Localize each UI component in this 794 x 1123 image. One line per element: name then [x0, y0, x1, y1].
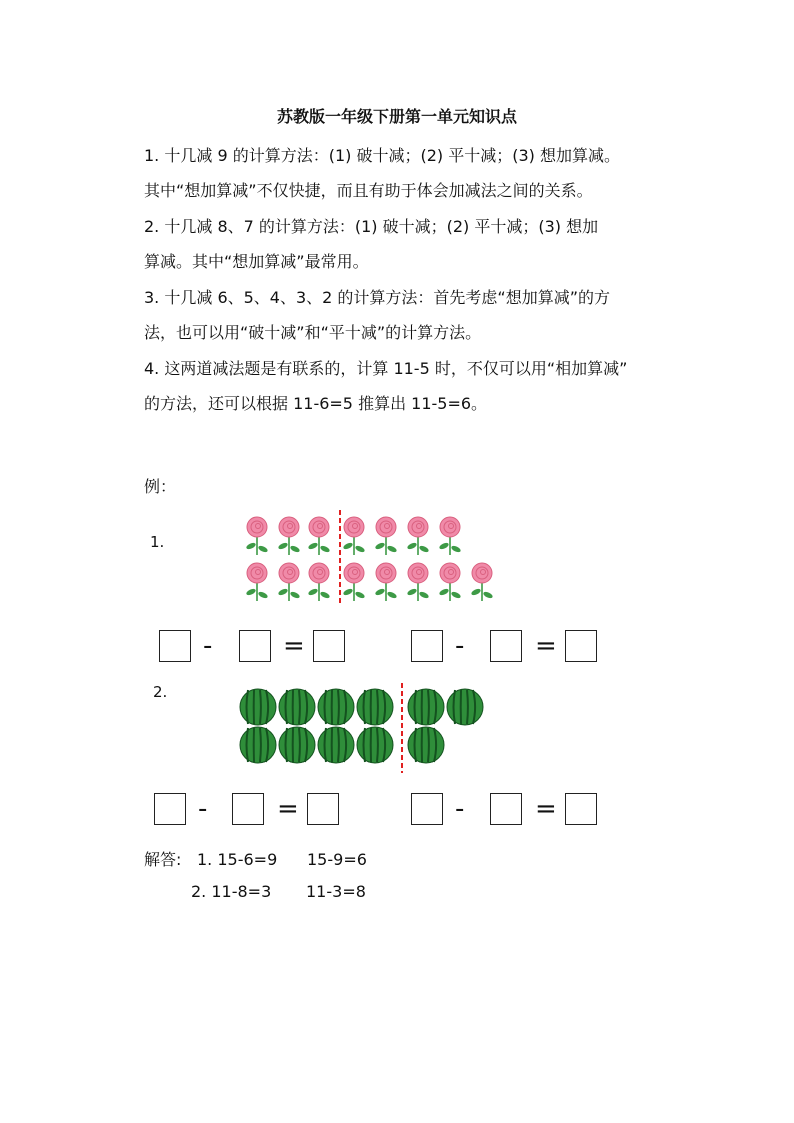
rose-icon — [406, 517, 429, 555]
page-title: 苏教版一年级下册第一单元知识点 — [276, 107, 517, 126]
answer-box[interactable] — [490, 793, 522, 825]
rose-icon — [342, 517, 365, 555]
rose-icon — [470, 563, 493, 601]
rose-icon — [245, 563, 268, 601]
answer-box[interactable] — [154, 793, 186, 825]
answer-box[interactable] — [490, 630, 522, 662]
answer-box[interactable] — [565, 630, 597, 662]
point-1-line-2: 其中“想加算减”不仅快捷，而且有助于体会加减法之间的关系。 — [144, 181, 593, 200]
equation-row-2 — [0, 793, 794, 833]
point-3-line-1: 3. 十几减 6、5、4、3、2 的计算方法：首先考虑“想加算减”的方 — [144, 288, 611, 307]
equals-sign: = — [277, 794, 299, 824]
question-2-number: 2. — [153, 683, 168, 701]
answer-box[interactable] — [159, 630, 191, 662]
minus-sign: - — [203, 631, 213, 661]
equals-sign: = — [535, 631, 557, 661]
equals-sign: = — [535, 794, 557, 824]
watermelon-icon — [408, 689, 444, 725]
rose-icon — [406, 563, 429, 601]
example-label: 例： — [144, 477, 177, 496]
watermelon-icon — [357, 727, 393, 763]
rose-icon — [307, 563, 330, 601]
rose-icon — [307, 517, 330, 555]
equation-row-1 — [0, 630, 794, 670]
watermelon-icon — [240, 727, 276, 763]
equals-sign: = — [283, 631, 305, 661]
watermelon-icon — [279, 689, 315, 725]
rose-icon — [277, 517, 300, 555]
watermelon-icon — [279, 727, 315, 763]
watermelon-icon — [318, 689, 354, 725]
rose-icon — [342, 563, 365, 601]
point-2-line-1: 2. 十几减 8、7 的计算方法：(1) 破十减；(2) 平十减；(3) 想加 — [144, 217, 599, 236]
rose-icon — [277, 563, 300, 601]
point-4-line-1: 4. 这两道减法题是有联系的，计算 11-5 时，不仅可以用“相加算减” — [144, 359, 628, 378]
answer-2b: 11-3=8 — [306, 882, 366, 901]
answer-box[interactable] — [411, 793, 443, 825]
rose-icon — [245, 517, 268, 555]
point-2-line-2: 算减。其中“想加算减”最常用。 — [144, 252, 369, 271]
answer-box[interactable] — [565, 793, 597, 825]
answer-1b: 15-9=6 — [307, 850, 367, 869]
point-4-line-2: 的方法，还可以根据 11-6=5 推算出 11-5=6。 — [144, 394, 488, 413]
answer-1a: 1. 15-6=9 — [197, 850, 278, 869]
rose-icon — [374, 517, 397, 555]
answer-box[interactable] — [313, 630, 345, 662]
minus-sign: - — [455, 794, 465, 824]
answer-box[interactable] — [411, 630, 443, 662]
minus-sign: - — [198, 794, 208, 824]
watermelon-icon — [408, 727, 444, 763]
watermelon-icon — [357, 689, 393, 725]
answer-box[interactable] — [232, 793, 264, 825]
answer-box[interactable] — [239, 630, 271, 662]
answers-label: 解答: — [144, 850, 182, 869]
watermelon-icon — [240, 689, 276, 725]
minus-sign: - — [455, 631, 465, 661]
rose-icon — [438, 563, 461, 601]
watermelon-icon — [318, 727, 354, 763]
point-1-line-1: 1. 十几减 9 的计算方法：(1) 破十减；(2) 平十减；(3) 想加算减。 — [144, 146, 620, 165]
answer-box[interactable] — [307, 793, 339, 825]
point-3-line-2: 法，也可以用“破十减”和“平十减”的计算方法。 — [144, 323, 482, 342]
answer-2a: 2. 11-8=3 — [191, 882, 272, 901]
rose-icon — [374, 563, 397, 601]
question-1-number: 1. — [150, 533, 165, 551]
rose-icon — [438, 517, 461, 555]
watermelon-icon — [447, 689, 483, 725]
